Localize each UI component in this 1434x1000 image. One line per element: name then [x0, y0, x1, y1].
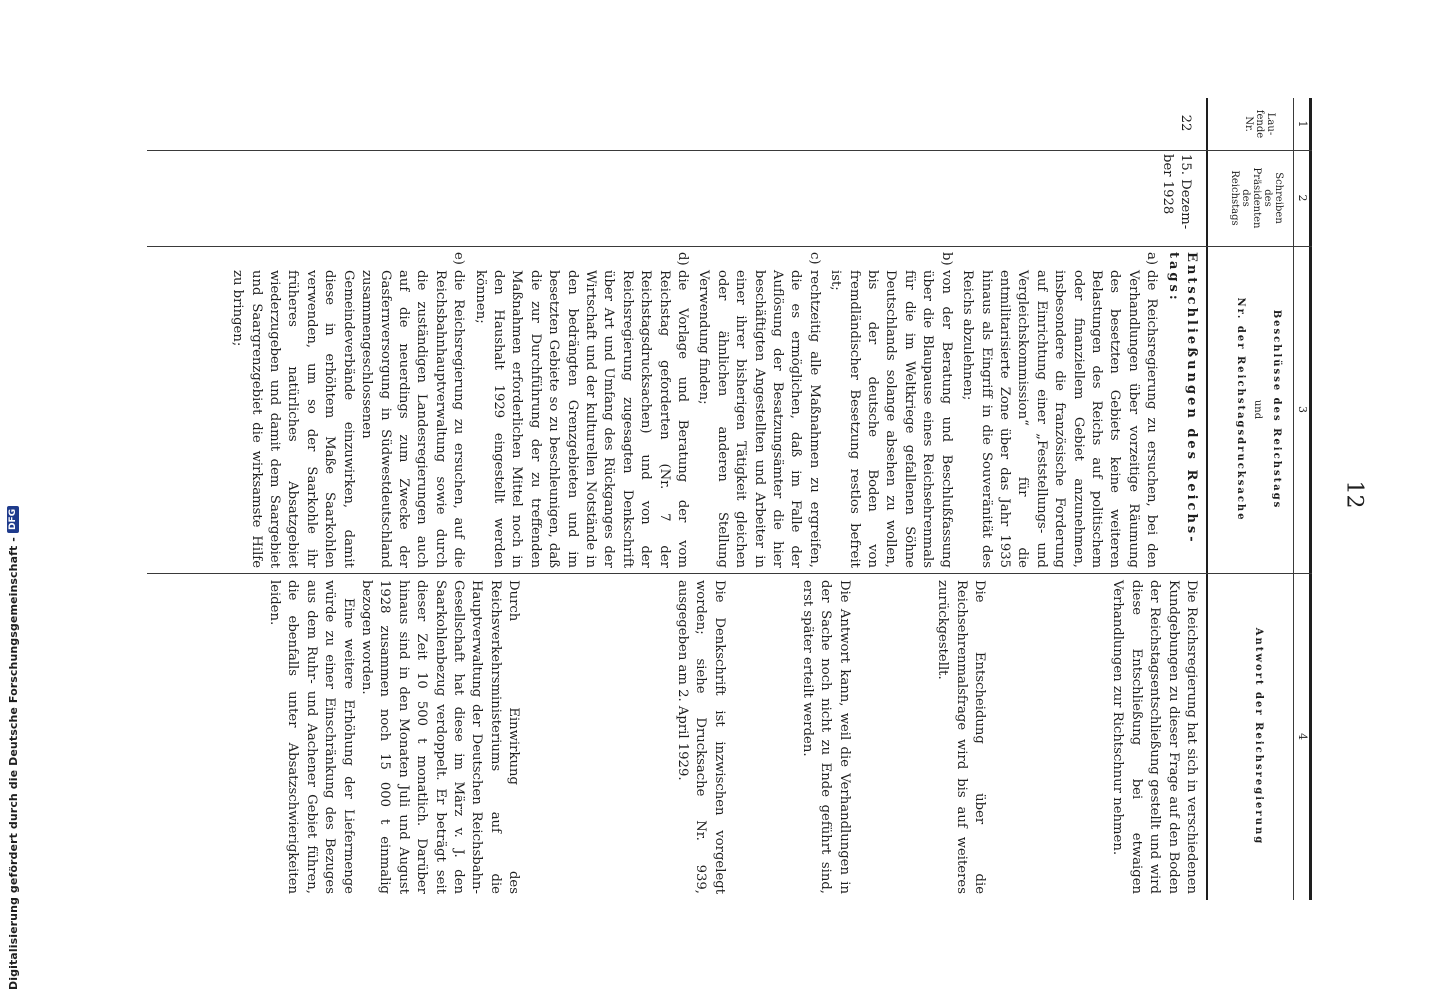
answer-d: Die Denkschrift ist inzwischen vorgelegt worden; siehe Drucksache Nr. 939, ausgegeben am 2. April 1929. [674, 580, 727, 894]
header-resolutions-line1: Beschlüsse des Reichstags [1271, 309, 1282, 510]
answer-c: Die Antwort kann, weil die Verhandlungen in der Sache noch nicht zu Ende geführt sind, erst später erteilt werden. [799, 580, 852, 894]
resolutions-intro: Entschließungen des Reichs- tags: [1165, 252, 1199, 545]
resolution-text: die Reichsregierung zu ersuchen, auf die Reichsbahnhauptverwaltung sowie durch die zuständigen Landesregierungen auch auf die neuerdings zum Zwecke der Gasfernversorgung in Südwestdeutschland zusammengeschlossenen Gemeindeverbände einzuwirken, damit diese in erhöhtem Maße Saarkohlen verwenden, um so der Saarkohle ihr früheres natürliches Absatzgebiet wiederzugeben und damit dem Saargebiet und Saargrenzgebiet die wirksamste Hilfe zu bringen; [230, 270, 467, 568]
header-resolutions-line3: Nr. der Reichstagsdrucksache [1235, 297, 1246, 522]
row-running-number: 22 [1178, 114, 1193, 132]
answer-e: Durch Einwirkung des Reichsverkehrsministeriums auf die Hauptverwaltung der Deutschen Reichsbahn-Gesellschaft hat diese im März v. J. den Saarkohlenbezug verdoppelt. Er beträgt seit dieser Zeit 10 500 t monatlich. Darüber hinaus sind in den Monaten Juli und August 1928 zusammen noch 15 000 t einmalig bezogen worden. [359, 580, 522, 894]
answer-e-continued: Eine weitere Erhöhung der Liefermenge würde zu einer Einschränkung des Bezuges aus dem Ruhr- und Aachener Gebiet führen, die ebenfalls unter Absatzschwierigkeiten leiden. [267, 580, 356, 894]
resolution-mark: a) [1144, 252, 1160, 266]
reichstag-resolutions-table [147, 98, 1312, 900]
resolution-item [826, 252, 955, 568]
resolution-item [694, 252, 823, 568]
answer-b: Die Entscheidung über die Reichsehrenmalsfrage wird bis auf weiteres zurückgestellt. [935, 580, 987, 894]
header-president-letter: Schreiben des Präsidenten des Reichstags [1229, 167, 1284, 229]
header-bottom-rule [1206, 98, 1208, 900]
resolution-text: rechtzeitig alle Maßnahmen zu ergreifen, die es ermöglichen, daß im Falle der Auflösung der Besatzungsämter die hier beschäftigten Angestellten und Arbeiter in einer ihrer bisherigen Tätigkeit gleichen oder ähnlichen anderen Stellung Verwendung finden; [696, 270, 822, 568]
column-number-4: 4 [1296, 733, 1309, 740]
resolution-mark: b) [938, 252, 954, 266]
resolutions-cell [228, 252, 1200, 568]
resolution-mark: d) [675, 252, 691, 266]
column-number-1: 1 [1296, 120, 1309, 128]
header-resolutions [1235, 248, 1282, 571]
resolution-text: von der Beratung und Beschlußfassung über die Blaupause eines Reichsehrenmals für die im Weltkriege gefallenen Söhne Deutschlands solange absehen zu wollen, bis der deutsche Boden von fremdländischer Besetzung restlos befreit ist; [828, 270, 954, 568]
answer-a: Die Reichsregierung hat sich in verschiedenen Kundgebungen zu dieser Frage auf den Boden der Reichstagsentschließung gestellt und wird diese Entschließung bei etwaigen Verhandlungen zur Richtschnur nehmen. [1110, 580, 1199, 894]
header-government-answer: Antwort der Reichsregierung [1253, 627, 1264, 846]
answers-cell [265, 580, 1200, 894]
column-number-rule [1293, 98, 1294, 900]
digitization-credit [4, 0, 22, 990]
resolution-item [228, 252, 467, 568]
resolution-mark: e) [451, 252, 467, 265]
header-running-number: Lau- fende Nr. [1243, 109, 1276, 139]
column-number-2: 2 [1296, 194, 1309, 202]
row-letter-date: 15. Dezem- ber 1928 [1159, 154, 1193, 230]
resolution-text: die Reichsregierung zu ersuchen, bei den Verhandlungen über vorzeitige Räumung des besetzten Gebiets keine weiteren Belastungen des Reichs auf politischem oder finanziellem Gebiet anzunehmen, insbesondere die französische Forderung auf Einrichtung einer „Feststellungs- und Vergleichskommission“ für die entmilitarisierte Zone über das Jahr 1935 hinaus als Eingriff in die Souveränität des Reichs abzulehnen; [960, 270, 1160, 568]
column-divider-1 [147, 150, 1312, 151]
column-divider-3 [147, 573, 1312, 574]
credit-text: Digitalisierung gefördert durch die Deutsche Forschungsgemeinschaft - [6, 537, 20, 990]
resolution-item [958, 252, 1160, 568]
table-top-rule [1309, 98, 1312, 900]
dfg-logo-badge: DFG [7, 506, 19, 533]
resolution-text: die Vorlage und Beratung der vom Reichstag geforderten (Nr. 7 der Reichstagsdrucksachen) und von der Reichsregierung zugesagten Denkschrift über Art und Umfang des Rückganges der Wirtschaft und der kulturellen Notstände in den bedrängten Grenzgebieten und im besetzten Gebiete so zu beschleunigen, daß die zur Durchführung der zu treffenden Maßnahmen erforderlichen Mittel noch in den Haushalt 1929 eingestellt werden können; [472, 270, 691, 568]
page-number: 12 [1341, 480, 1367, 509]
resolution-mark: c) [806, 252, 822, 265]
column-number-3: 3 [1296, 406, 1309, 413]
header-resolutions-line2: und [1252, 399, 1263, 420]
column-divider-2 [147, 246, 1312, 247]
resolution-item [470, 252, 691, 568]
